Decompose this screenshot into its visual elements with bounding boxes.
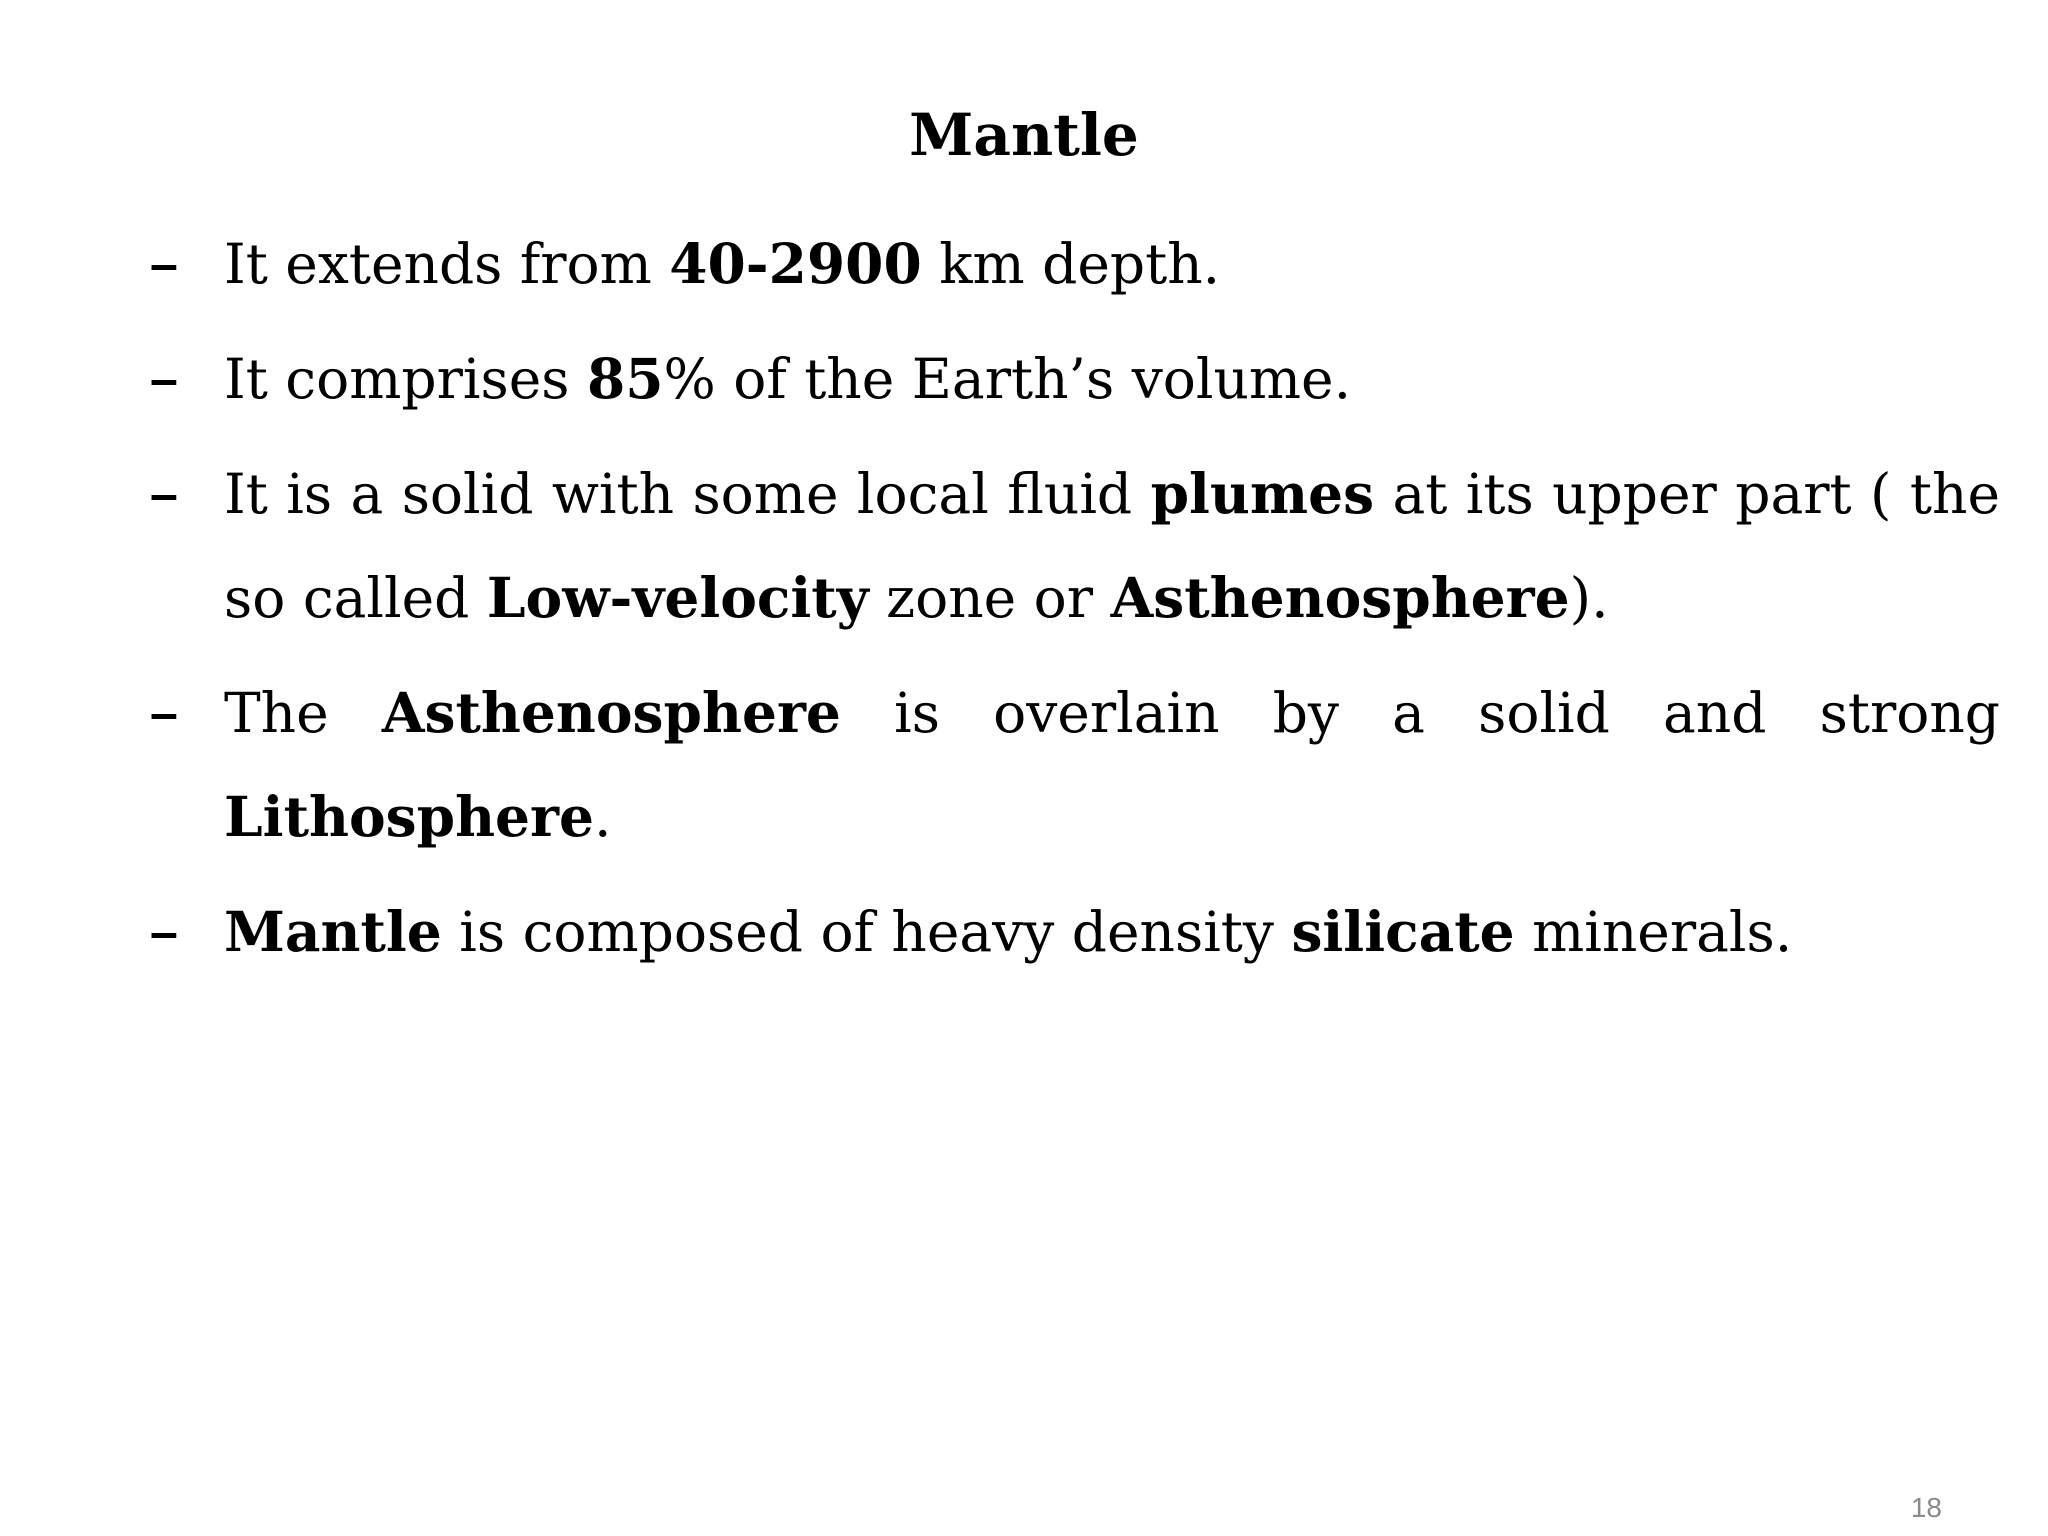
bullet-list	[150, 212, 2000, 995]
bullet-line	[224, 546, 2000, 650]
list-item	[150, 661, 2000, 869]
bullet-text: % of the Earth’s volume.	[663, 347, 1352, 411]
bullet-text: km depth.	[921, 232, 1221, 296]
dash-bullet-icon: –	[150, 466, 178, 522]
bullet-text: It is a solid with some local fluid	[224, 462, 1151, 526]
bullet-bold-text: Asthenosphere	[381, 680, 841, 745]
bullet-text: The	[224, 681, 382, 745]
bullet-text: It comprises	[224, 347, 587, 411]
bullet-text: is composed of heavy density	[441, 900, 1292, 964]
list-item	[150, 212, 2000, 316]
bullet-bold-text: 85	[586, 346, 664, 411]
list-item	[150, 442, 2000, 650]
dash-bullet-icon: –	[150, 236, 178, 292]
bullet-bold-text: Asthenosphere	[1110, 565, 1570, 630]
bullet-text: is overlain by a solid and strong	[840, 681, 2000, 745]
bullet-bold-text: 40-2900	[669, 231, 922, 296]
bullet-text: It extends from	[224, 232, 670, 296]
page-number: 18	[1910, 1492, 1942, 1523]
bullet-text: .	[594, 785, 612, 849]
list-item	[150, 327, 2000, 431]
bullet-text: so called	[224, 566, 487, 630]
bullet-line	[224, 442, 2000, 546]
bullet-bold-text: plumes	[1150, 461, 1375, 526]
bullet-bold-text: silicate	[1291, 899, 1515, 964]
bullet-bold-text: Lithosphere	[224, 784, 595, 849]
list-item	[150, 880, 2000, 984]
bullet-bold-text: Low-velocity	[486, 565, 869, 630]
bullet-bold-text: Mantle	[224, 899, 442, 964]
dash-bullet-icon: –	[150, 904, 178, 960]
bullet-line	[224, 765, 2000, 869]
bullet-line	[224, 661, 2000, 765]
bullet-text: minerals.	[1514, 900, 1793, 964]
bullet-text: at its upper part ( the	[1374, 462, 2000, 526]
bullet-text: zone or	[868, 566, 1111, 630]
slide-title: Mantle	[909, 101, 1139, 169]
dash-bullet-icon: –	[150, 685, 178, 741]
bullet-text: ).	[1569, 566, 1609, 630]
dash-bullet-icon: –	[150, 351, 178, 407]
